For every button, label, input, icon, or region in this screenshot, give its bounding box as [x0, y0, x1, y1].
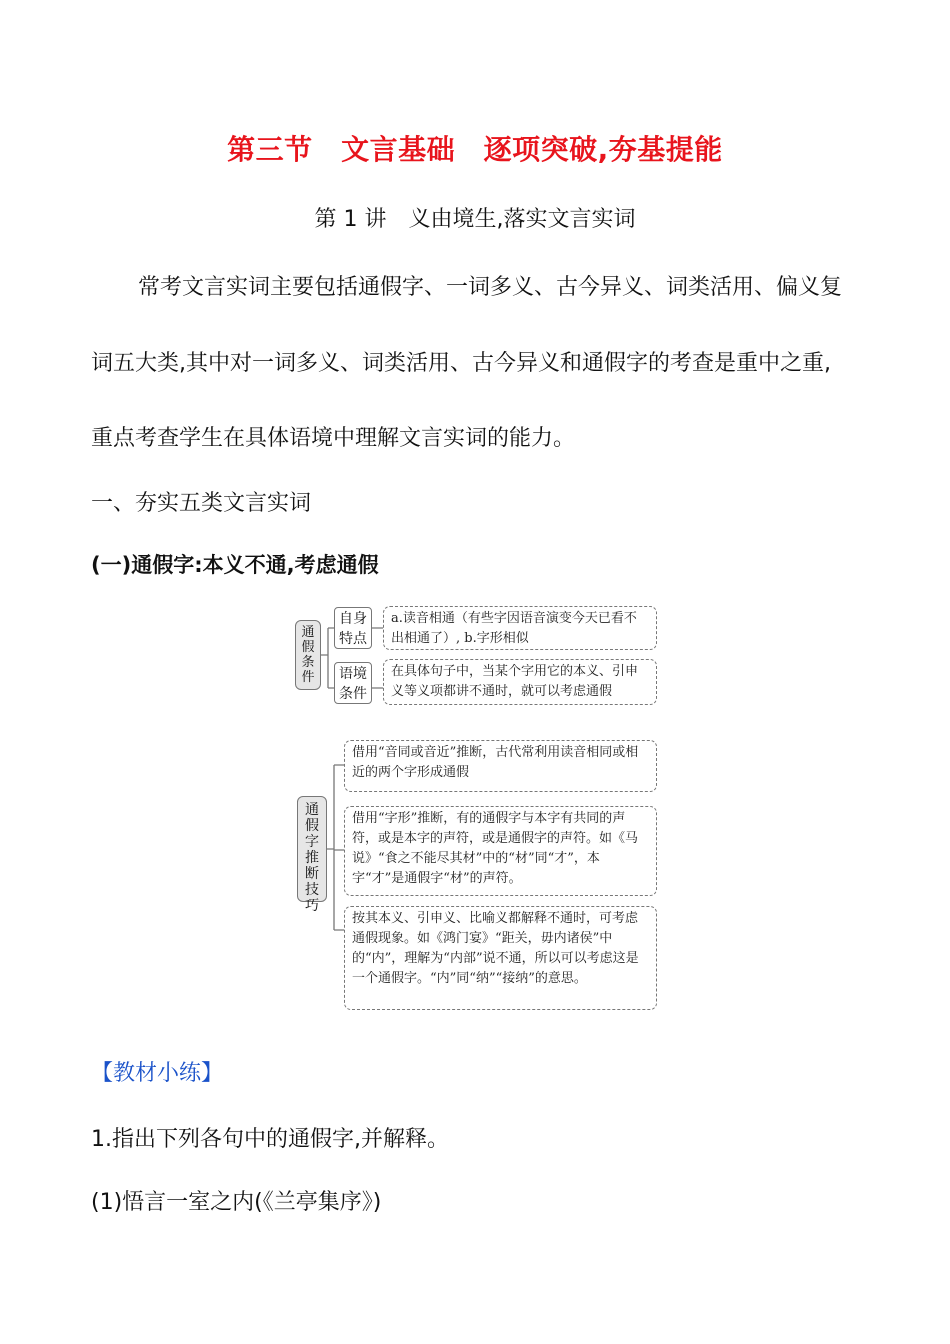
page-title: 第三节 文言基础 逐项突破,夯基提能 [227, 133, 723, 166]
diagram2-root-label: 通假字推断技巧 [297, 796, 327, 902]
intro-line-1: 常考文言实词主要包括通假字、一词多义、古今异义、词类活用、偏义复 [138, 275, 843, 300]
diagram1-branch-text-2: 在具体句子中，当某个字用它的本义、引申义等义项都讲不通时，就可以考虑通假 [383, 659, 657, 705]
question-1-item-1: (1)悟言一室之内(《兰亭集序》) [91, 1190, 382, 1215]
intro-line-3: 重点考查学生在具体语境中理解文言实词的能力。 [91, 426, 576, 451]
diagram1-branch-label-1: 自身特点 [334, 607, 372, 649]
diagram2-item-1: 借用“音同或音近”推断，古代常利用读音相同或相近的两个字形成通假 [344, 740, 657, 792]
lecture-subtitle: 第 1 讲 义由境生,落实文言实词 [314, 207, 636, 232]
diagram1-branch-text-1: a.读音相通（有些字因语音演变今天已看不出相通了）, b.字形相似 [383, 606, 657, 650]
subsection-heading: (一)通假字:本义不通,考虑通假 [91, 553, 379, 577]
intro-line-2: 词五大类,其中对一词多义、词类活用、古今异义和通假字的考查是重中之重, [91, 351, 831, 376]
diagram2-item-3: 按其本义、引申义、比喻义都解释不通时，可考虑通假现象。如《鸿门宴》“距关，毋内诸侯”中的“内”，理解为“内部”说不通，所以可以考虑这是一个通假字。“内”同“纳”“接纳”的意思。 [344, 906, 657, 1010]
diagram1-root-label: 通假条件 [295, 620, 321, 690]
diagram1-branch-label-2: 语境条件 [334, 662, 372, 704]
diagram2-item-2: 借用“字形”推断，有的通假字与本字有共同的声符，或是本字的声符，或是通假字的声符。如《马说》“食之不能尽其材”中的“材”同“才”，本字“才”是通假字“材”的声符。 [344, 806, 657, 896]
diagram2-bracket [326, 740, 346, 1010]
question-1: 1.指出下列各句中的通假字,并解释。 [91, 1127, 449, 1152]
practice-heading: 【教材小练】 [91, 1061, 224, 1086]
section-heading: 一、夯实五类文言实词 [91, 491, 312, 516]
diagram1-connectors [371, 620, 383, 700]
